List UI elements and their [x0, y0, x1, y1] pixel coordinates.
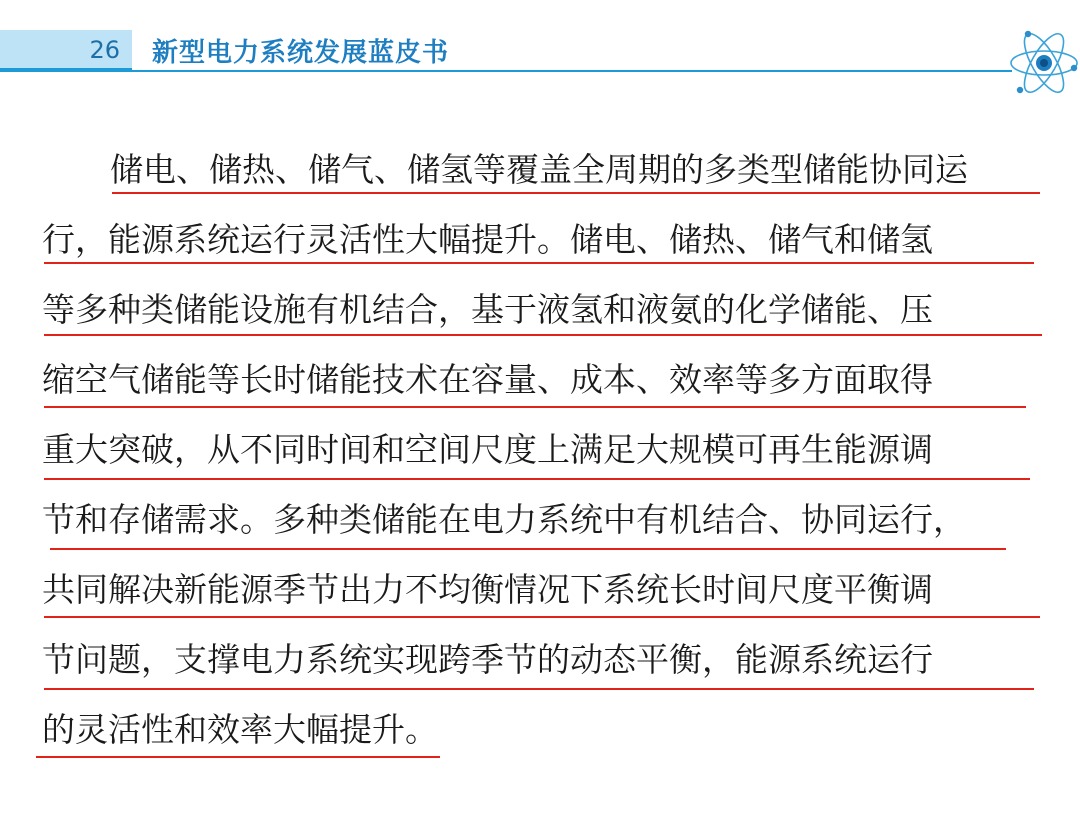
book-title: 新型电力系统发展蓝皮书: [152, 38, 450, 68]
page-header: [0, 0, 1080, 110]
red-underline: [36, 756, 440, 758]
text-line: 等多种类储能设施有机结合，基于液氢和液氨的化学储能、压: [42, 290, 933, 329]
text-line: 共同解决新能源季节出力不均衡情况下系统长时间尺度平衡调: [42, 570, 933, 609]
text-line: 节问题，支撑电力系统实现跨季节的动态平衡，能源系统运行: [42, 640, 933, 679]
text-line: 节和存储需求。多种类储能在电力系统中有机结合、协同运行，: [42, 500, 966, 539]
text-line: 行，能源系统运行灵活性大幅提升。储电、储热、储气和储氢: [42, 220, 933, 259]
red-underline: [112, 192, 1040, 194]
red-underline: [44, 688, 1034, 690]
red-underline: [50, 548, 1006, 550]
red-underline: [44, 406, 1026, 408]
text-line: 储电、储热、储气、储氢等覆盖全周期的多类型储能协同运: [110, 150, 968, 189]
red-underline: [44, 334, 1042, 336]
text-line: 重大突破，从不同时间和空间尺度上满足大规模可再生能源调: [42, 430, 933, 469]
red-underline: [44, 478, 1030, 480]
red-underline: [44, 262, 1034, 264]
page-number: 26: [89, 36, 120, 64]
header-rule: [132, 70, 1012, 72]
atom-icon: [1008, 24, 1078, 102]
tab-underline: [0, 68, 132, 72]
text-line: 的灵活性和效率大幅提升。: [42, 710, 438, 749]
text-line: 缩空气储能等长时储能技术在容量、成本、效率等多方面取得: [42, 360, 933, 399]
red-underline: [44, 616, 1040, 618]
